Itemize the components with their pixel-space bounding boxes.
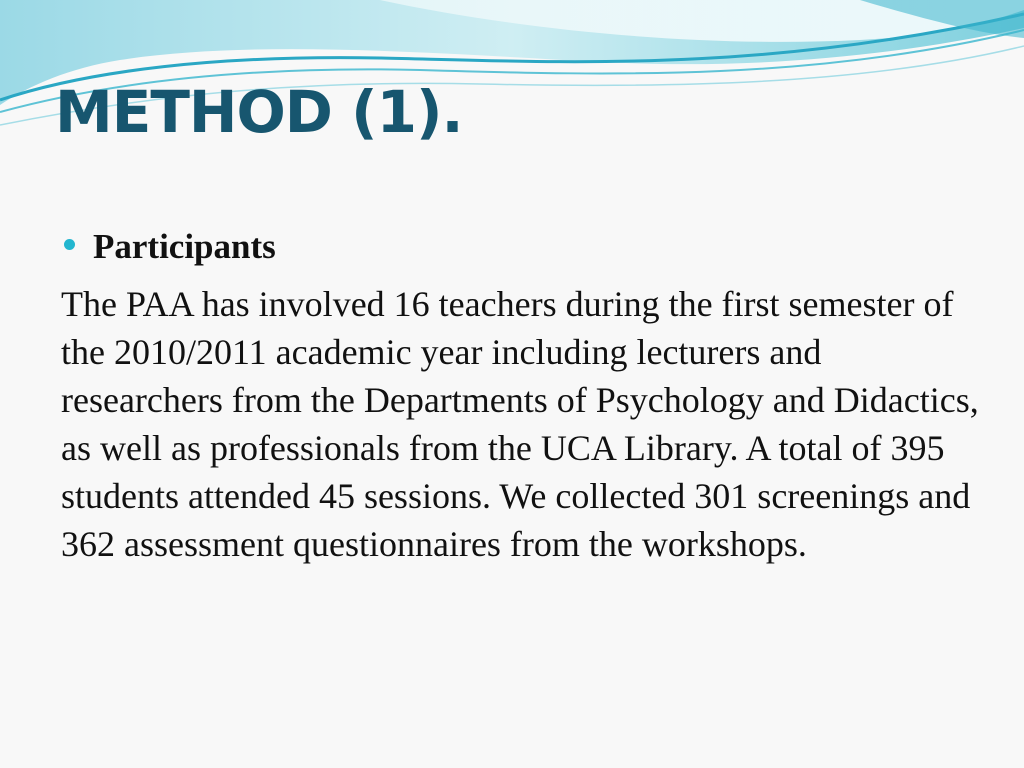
bullet-label: Participants [93, 227, 276, 266]
bullet-icon [64, 239, 75, 250]
slide-title: METHOD (1). [55, 78, 463, 146]
bullet-item-participants [64, 224, 276, 270]
body-paragraph: The PAA has involved 16 teachers during the first semester of the 2010/2011 academic year including lecturers and researchers from the Departments of Psychology and Didactics, as well as professionals from the UCA Library. A total of 395 students attended 45 sessions. We collected 301 screenings and 362 assessment questionnaires from the workshops. [61, 284, 979, 564]
